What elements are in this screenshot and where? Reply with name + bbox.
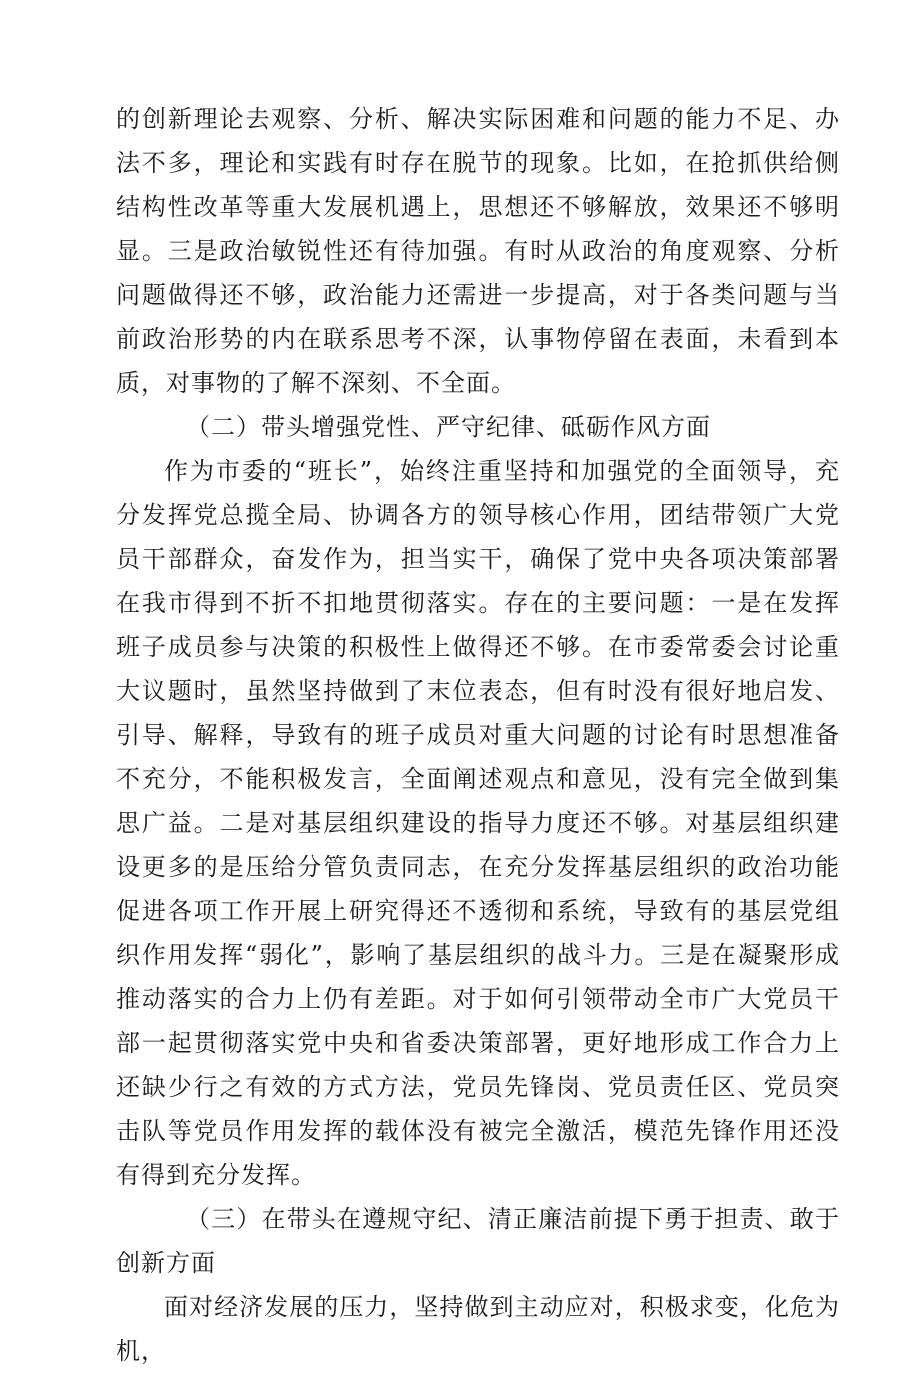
paragraph-continuation: 的创新理论去观察、分析、解决实际困难和问题的能力不足、办法不多，理论和实践有时存在脱节的现象。比如，在抢抓供给侧结构性改革等重大发展机遇上，思想还不够解放，效果还不够明显。三是政治敏锐性还有待加强。有时从政治的角度观察、分析问题做得还不够，政治能力还需进一步提高，对于各类问题与当前政治形势的内在联系思考不深，认事物停留在表面，未看到本质，对事物的了解不深刻、不全面。 xyxy=(116,105,840,397)
section-heading-two: （二）带头增强党性、严守纪律、砥砺作风方面 xyxy=(186,413,711,441)
document-body xyxy=(116,97,840,1373)
paragraph-section-three: 面对经济发展的压力，坚持做到主动应对，积极求变，化危为机， xyxy=(116,1293,840,1365)
section-heading-three: （三）在带头在遵规守纪、清正廉洁前提下勇于担责、敢于创新方面 xyxy=(116,1205,840,1277)
paragraph-section-two: 作为市委的“班长”，始终注重坚持和加强党的全面领导，充分发挥党总揽全局、协调各方的领导核心作用，团结带领广大党员干部群众，奋发作为，担当实干，确保了党中央各项决策部署在我市得到不折不扣地贯彻落实。存在的主要问题：一是在发挥班子成员参与决策的积极性上做得还不够。在市委常委会讨论重大议题时，虽然坚持做到了末位表态，但有时没有很好地启发、引导、解释，导致有的班子成员对重大问题的讨论有时思想准备不充分，不能积极发言，全面阐述观点和意见，没有完全做到集思广益。二是对基层组织建设的指导力度还不够。对基层组织建设更多的是压给分管负责同志，在充分发挥基层组织的政治功能促进各项工作开展上研究得还不透彻和系统，导致有的基层党组织作用发挥“弱化”，影响了基层组织的战斗力。三是在凝聚形成推动落实的合力上仍有差距。对于如何引领带动全市广大党员干部一起贯彻落实党中央和省委决策部署，更好地形成工作合力上还缺少行之有效的方式方法，党员先锋岗、党员责任区、党员突击队等党员作用发挥的载体没有被完全激活，模范先锋作用还没有得到充分发挥。 xyxy=(116,457,840,1189)
